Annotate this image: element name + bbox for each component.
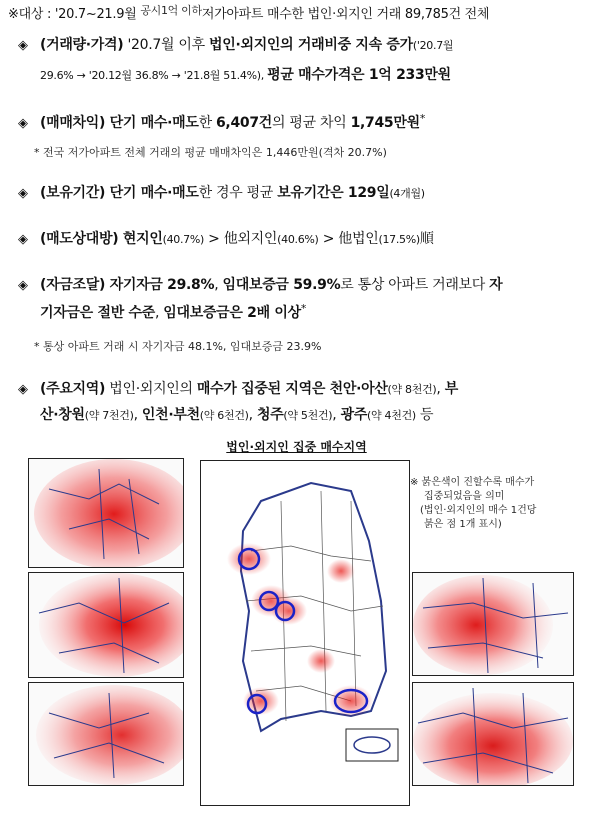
diamond-bullet-icon: ◈ [18,116,28,131]
profit-footnote: * 전국 저가아파트 전체 거래의 평균 매매차익은 1,446만원(격차 20.7%) [34,146,387,159]
bullet-trading-profit: ◈ (매매차익) 단기 매수·매도한 6,407건의 평균 차익 1,745만원* [18,112,426,131]
gwangju-heatmap [28,682,184,786]
bullet-counterparty: ◈ (매도상대방) 현지인(40.7%) > 他외지인(40.6%) > 他법인(17.5%)順 [18,231,434,247]
incheon-bucheon-heatmap [28,458,184,568]
target-note: ※대상 : '20.7~21.9월 $^{공시1억 이하}$저가아파트 매수한 법인·외지인 거래 89,785건 전체 [8,4,490,22]
funding-footnote: * 통상 아파트 거래 시 자기자금 48.1%, 임대보증금 23.9% [34,340,322,353]
bullet-volume-price: ◈ (거래량·가격) '20.7월 이후 법인·외지인의 거래비중 지속 증가('20.7월 [18,37,454,53]
bullet-main-regions-line2: 산·창원(약 7천건), 인천·부천(약 6천건), 청주(약 5천건), 광주(약 4천건) 등 [40,407,434,423]
diamond-bullet-icon: ◈ [18,186,28,201]
korea-map [200,460,410,806]
diamond-bullet-icon: ◈ [18,278,28,293]
map-legend: ※ 붉은색이 진할수록 매수가 집중되었음을 의미 (법인·외지인의 매수 1건당 붉은 점 1개 표시) [410,477,537,530]
diamond-bullet-icon: ◈ [18,232,28,247]
map-title: 법인·외지인 집중 매수지역 [226,440,367,454]
diamond-bullet-icon: ◈ [18,38,28,53]
cheonan-asan-heatmap [28,572,184,678]
bullet-volume-price-line2: 29.6% → '20.12월 36.8% → '21.8월 51.4%), 평균 매수가격은 1억 233만원 [40,67,451,83]
bullet-main-regions: ◈ (주요지역) 법인·외지인의 매수가 집중된 지역은 천안·아산(약 8천건), 부 [18,381,458,397]
bullet-funding: ◈ (자금조달) 자기자금 29.8%, 임대보증금 59.9%로 통상 아파트 거래보다 자 [18,277,503,293]
diamond-bullet-icon: ◈ [18,382,28,397]
bullet-holding-period: ◈ (보유기간) 단기 매수·매도한 경우 평균 보유기간은 129일(4개월) [18,185,425,201]
bullet-funding-line2: 기자금은 절반 수준, 임대보증금은 2배 이상* [40,302,307,321]
cheongju-heatmap [412,572,574,676]
busan-changwon-heatmap [412,682,574,786]
